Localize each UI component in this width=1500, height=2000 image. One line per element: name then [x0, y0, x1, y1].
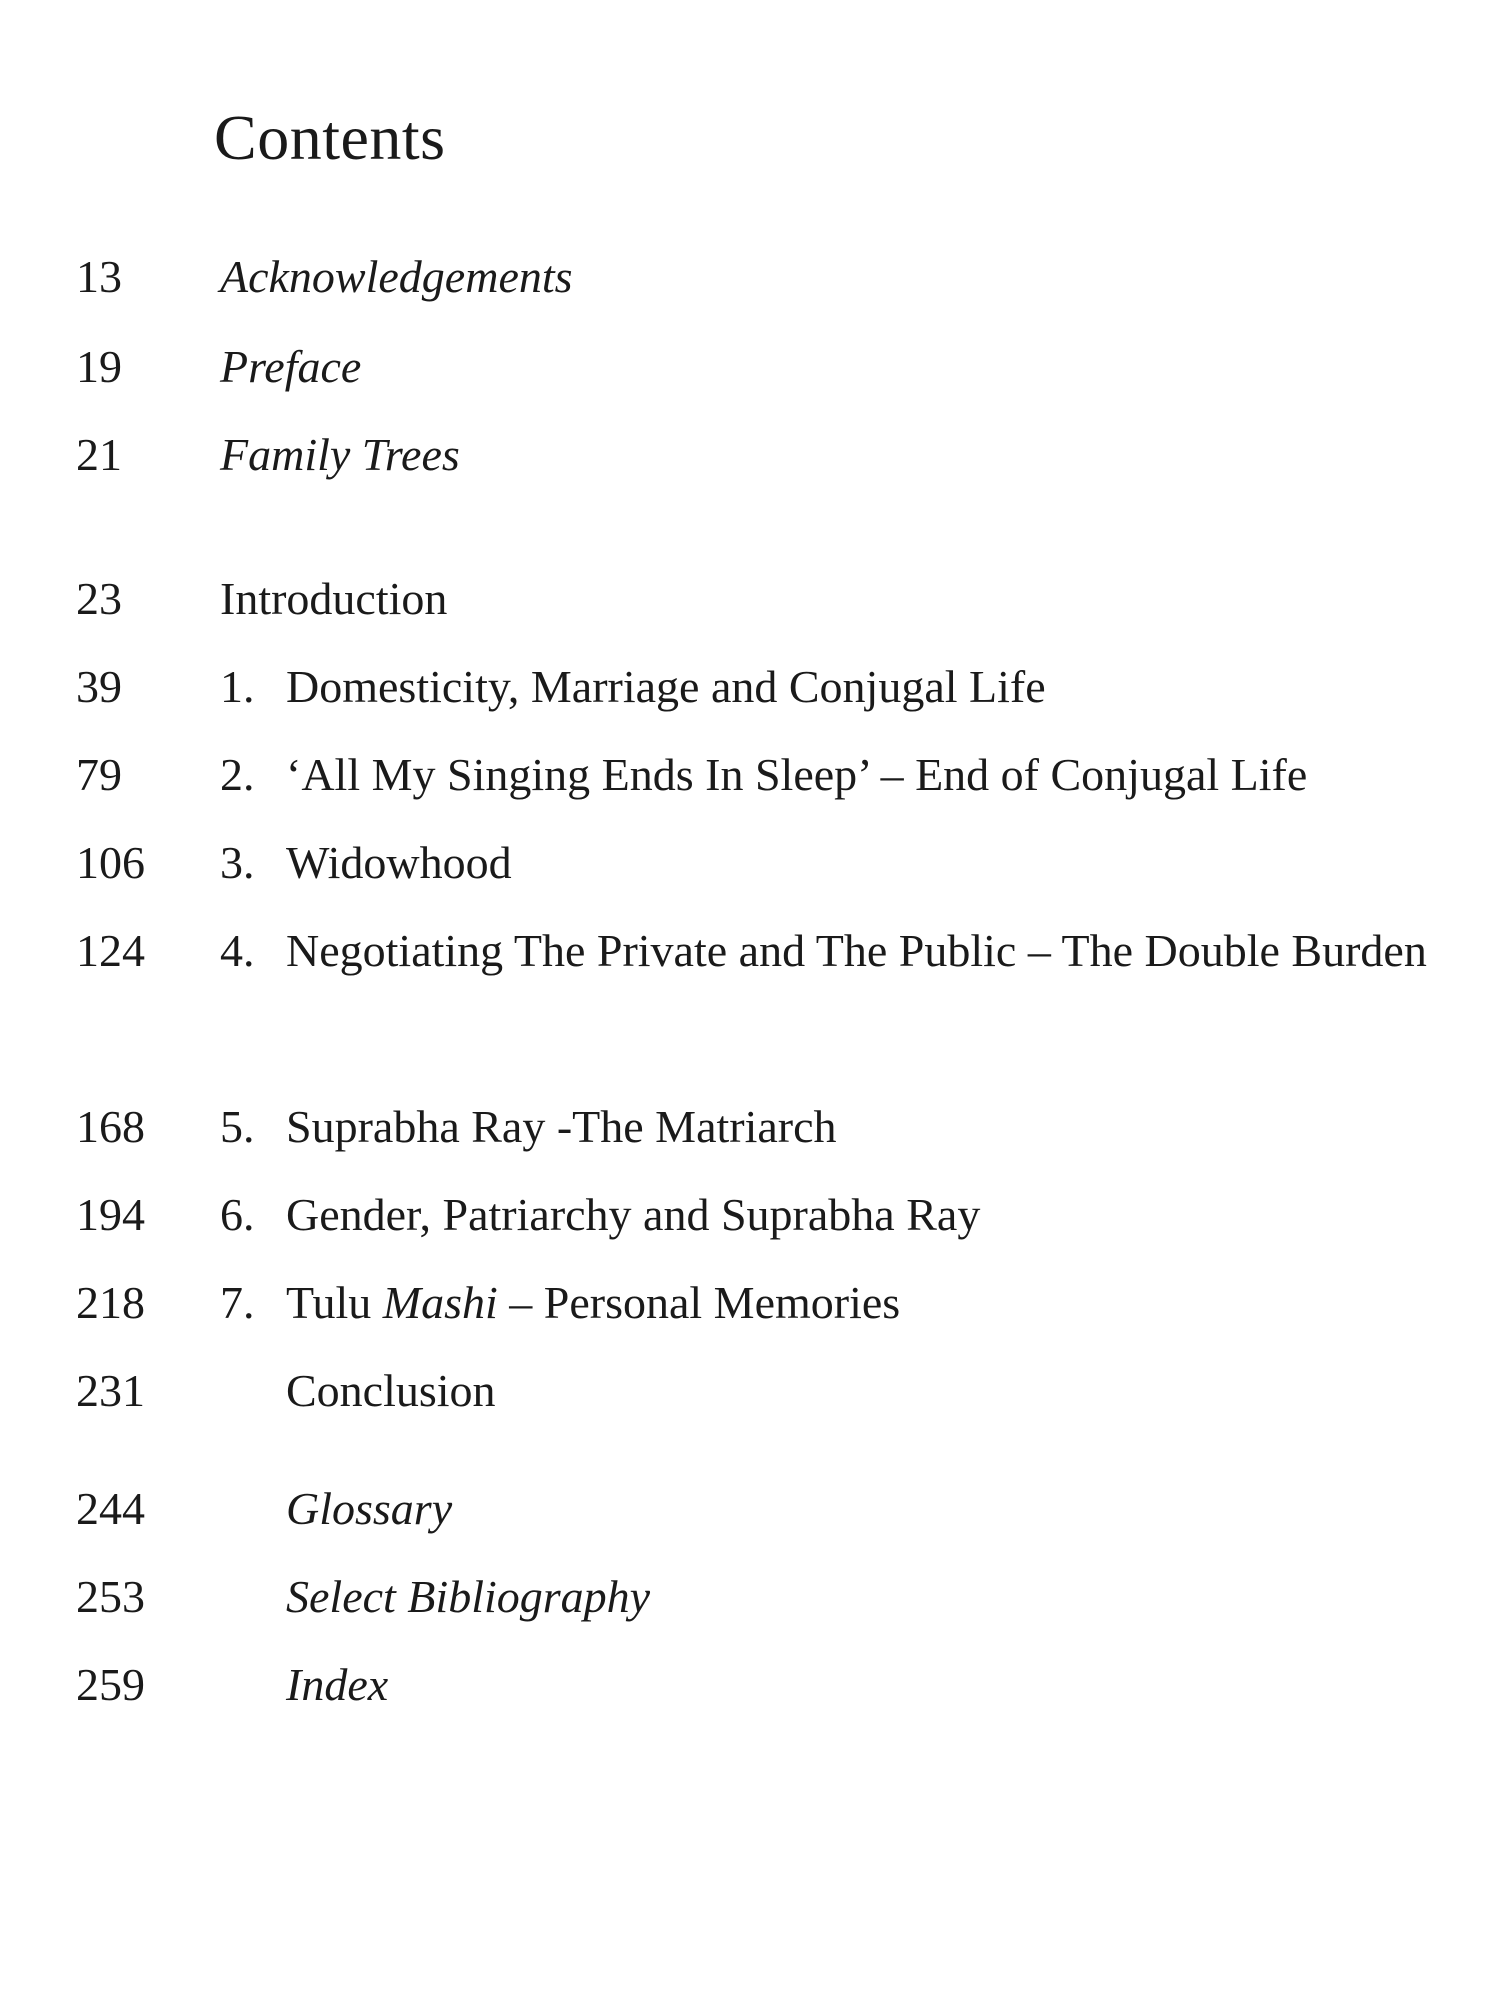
entry-title: Acknowledgements: [220, 251, 573, 302]
chapter-number: 3.: [220, 837, 255, 888]
entry-title: ‘All My Singing Ends In Sleep’ – End of Conjugal Life: [286, 749, 1308, 800]
page-number: 124: [76, 925, 145, 976]
page-number: 253: [76, 1571, 145, 1622]
entry-title: Domesticity, Marriage and Conjugal Life: [286, 661, 1046, 712]
entry-title: Gender, Patriarchy and Suprabha Ray: [286, 1189, 981, 1240]
entry-title: Select Bibliography: [286, 1571, 651, 1622]
page-number: 259: [76, 1659, 145, 1710]
entry-title: Family Trees: [220, 429, 460, 480]
entry-title: Negotiating The Private and The Public – The Double Burden: [286, 925, 1427, 976]
entry-title: Suprabha Ray -The Matriarch: [286, 1101, 837, 1152]
page-number: 231: [76, 1365, 145, 1416]
page-number: 218: [76, 1277, 145, 1328]
entry-title-part: Tulu: [286, 1277, 383, 1328]
page-number: 21: [76, 429, 122, 480]
page-number: 106: [76, 837, 145, 888]
page-number: 168: [76, 1101, 145, 1152]
chapter-number: 5.: [220, 1101, 255, 1152]
entry-title: [286, 1272, 1446, 1334]
entry-title: Introduction: [220, 573, 448, 624]
entry-title-part: – Personal Memories: [497, 1277, 901, 1328]
entry-title: Glossary: [286, 1483, 453, 1534]
chapter-number: 2.: [220, 749, 255, 800]
page-number: 79: [76, 749, 122, 800]
page-number: 244: [76, 1483, 145, 1534]
page-number: 13: [76, 251, 122, 302]
page-number: 19: [76, 341, 122, 392]
page-title: Contents: [214, 102, 446, 173]
entry-title: Conclusion: [286, 1365, 496, 1416]
entry-title: Widowhood: [286, 837, 512, 888]
chapter-number: 1.: [220, 661, 255, 712]
page-number: 39: [76, 661, 122, 712]
page-number: 23: [76, 573, 122, 624]
entry-title-italic-word: Mashi: [382, 1277, 498, 1328]
entry-title: Index: [286, 1659, 389, 1710]
page-number: 194: [76, 1189, 145, 1240]
entry-title: Preface: [220, 341, 362, 392]
chapter-number: 4.: [220, 925, 255, 976]
chapter-number: 7.: [220, 1277, 255, 1328]
chapter-number: 6.: [220, 1189, 255, 1240]
